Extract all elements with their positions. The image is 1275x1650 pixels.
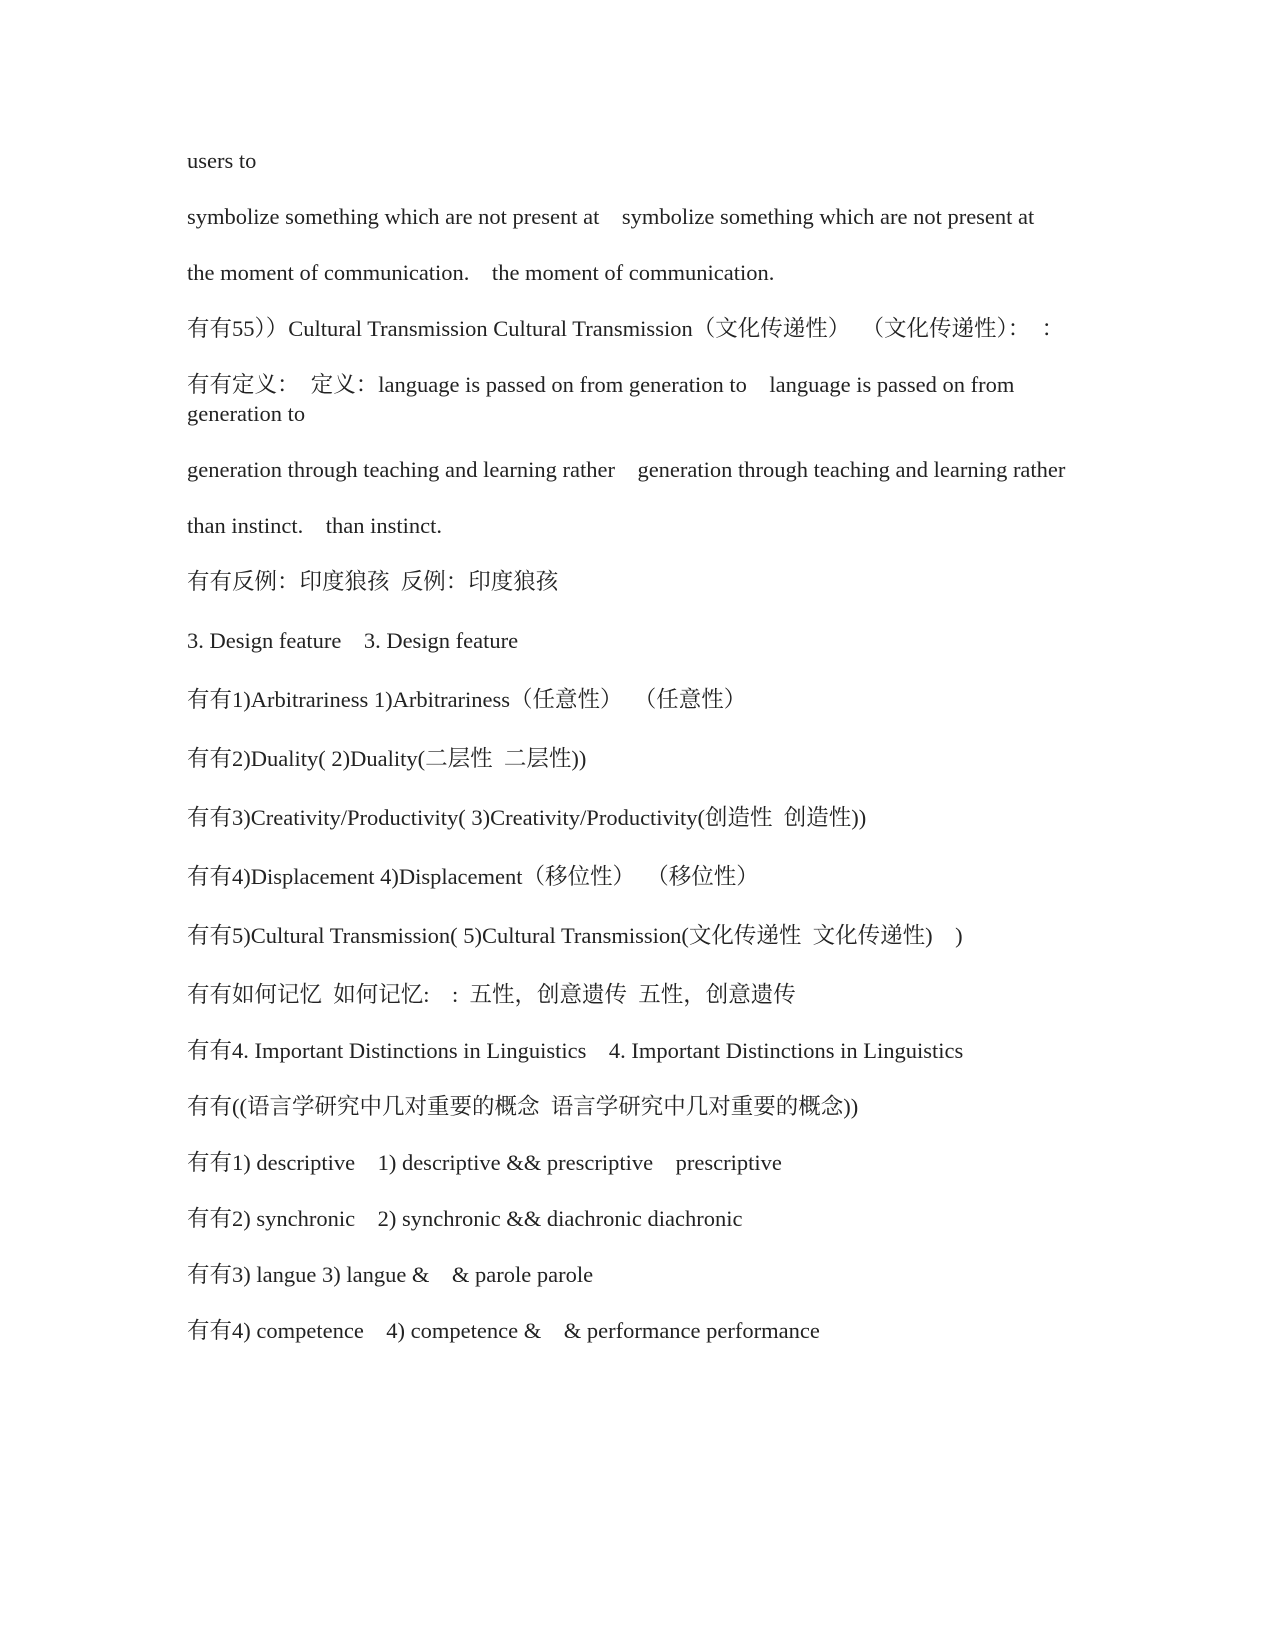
paragraph: 有有55））Cultural Transmission Cultural Transmission（文化传递性） （文化传递性）： ： [187, 316, 1064, 341]
paragraph: 有有3)Creativity/Productivity( 3)Creativity/Productivity(创造性 创造性)) [187, 805, 867, 830]
paragraph: the moment of communication. the moment of communication. [187, 260, 775, 285]
paragraph: 有有4. Important Distinctions in Linguistics 4. Important Distinctions in Linguistics [187, 1038, 964, 1063]
paragraph: 有有4)Displacement 4)Displacement（移位性） （移位性） [187, 864, 759, 889]
paragraph: 有有1)Arbitrariness 1)Arbitrariness（任意性） （任意性） [187, 687, 747, 712]
paragraph: 有有反例：印度狼孩 反例：印度狼孩 [187, 569, 559, 594]
paragraph: users to [187, 148, 257, 173]
paragraph: 有有定义： 定义：language is passed on from generation to language is passed on from generation to [187, 372, 1020, 426]
paragraph: 有有((语言学研究中几对重要的概念 语言学研究中几对重要的概念)) [187, 1094, 859, 1119]
paragraph: 3. Design feature 3. Design feature [187, 628, 519, 653]
paragraph: 有有3) langue 3) langue & & parole parole [187, 1262, 594, 1287]
document-body [187, 146, 1107, 1372]
paragraph: 有有1) descriptive 1) descriptive && prescriptive prescriptive [187, 1150, 782, 1175]
paragraph: than instinct. than instinct. [187, 513, 442, 538]
paragraph: 有有2)Duality( 2)Duality(二层性 二层性)) [187, 746, 587, 771]
paragraph: generation through teaching and learning rather generation through teaching and learning rather [187, 457, 1066, 482]
paragraph: 有有如何记忆 如何记忆: : 五性，创意遗传 五性，创意遗传 [187, 982, 796, 1007]
paragraph: 有有5)Cultural Transmission( 5)Cultural Transmission(文化传递性 文化传递性) ) [187, 923, 963, 948]
paragraph: symbolize something which are not present at symbolize something which are not present at [187, 204, 1035, 229]
paragraph: 有有2) synchronic 2) synchronic && diachronic diachronic [187, 1206, 743, 1231]
paragraph: 有有4) competence 4) competence & & performance performance [187, 1318, 820, 1343]
